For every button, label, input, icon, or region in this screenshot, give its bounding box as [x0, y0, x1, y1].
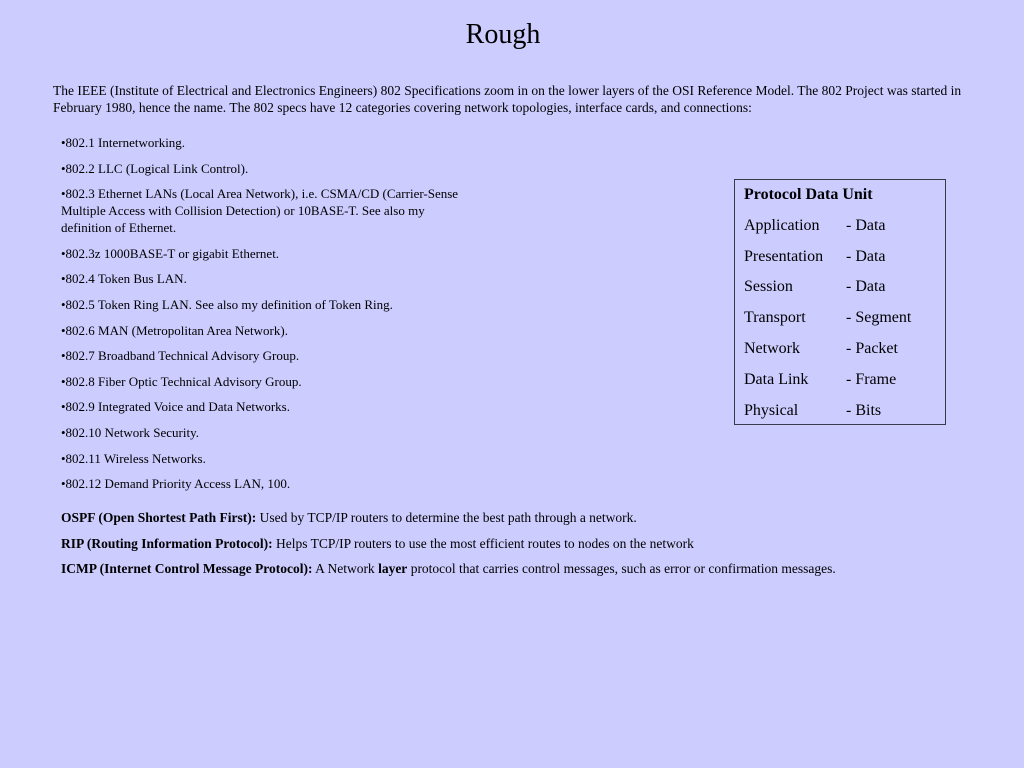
spec-item-802-8: •802.8 Fiber Optic Technical Advisory Group. — [61, 373, 302, 389]
ospf-description: Used by TCP/IP routers to determine the best path through a network. — [256, 510, 637, 525]
pdu-layer-label: Network — [744, 339, 800, 357]
pdu-unit-label: - Data — [846, 216, 886, 234]
pdu-row-data-link — [744, 370, 945, 390]
protocol-data-unit-box — [734, 179, 946, 425]
rip-term: RIP (Routing Information Protocol): — [61, 535, 273, 551]
spec-item-802-4: •802.4 Token Bus LAN. — [61, 271, 187, 287]
pdu-title: Protocol Data Unit — [744, 186, 873, 203]
pdu-row-presentation — [744, 247, 945, 267]
pdu-unit-label: - Data — [846, 247, 886, 265]
intro-paragraph: The IEEE (Institute of Electrical and Electronics Engineers) 802 Specifications zoom in on the lower layers of the OSI Reference Model. The 802 Project was started in February 1980, hence the name. The 802 specs have 12 categories covering network topologies, interface cards, and connections: — [53, 83, 962, 115]
pdu-row-transport — [744, 308, 945, 328]
ospf-term: OSPF (Open Shortest Path First): — [61, 510, 257, 525]
ospf-definition — [61, 509, 1001, 526]
pdu-layer-label: Data Link — [744, 370, 809, 388]
spec-item-802-3: •802.3 Ethernet LANs (Local Area Network), i.e. CSMA/CD (Carrier-Sense Multiple Access with Collision Detection) or 10BASE-T. See also my definition of Ethernet. — [61, 186, 459, 236]
pdu-unit-label: - Bits — [846, 401, 882, 419]
spec-item-802-11: •802.11 Wireless Networks. — [61, 450, 206, 466]
pdu-unit-label: - Segment — [846, 309, 912, 327]
pdu-layer-label: Physical — [744, 401, 799, 419]
icmp-description-start: A Network — [312, 561, 379, 577]
pdu-row-network — [744, 339, 945, 359]
spec-item-802-7: •802.7 Broadband Technical Advisory Group. — [61, 348, 300, 364]
pdu-row-session — [744, 277, 945, 297]
rip-description: Helps TCP/IP routers to use the most efficient routes to nodes on the network — [272, 535, 694, 551]
icmp-definition — [61, 560, 1001, 577]
pdu-layer-label: Session — [744, 278, 793, 296]
spec-item-802-9: •802.9 Integrated Voice and Data Networks. — [61, 399, 290, 415]
pdu-unit-label: - Data — [846, 278, 886, 296]
icmp-term: ICMP (Internet Control Message Protocol): — [61, 561, 313, 577]
icmp-description-end: protocol that carries control messages, such as error or confirmation messages. — [407, 561, 836, 577]
icmp-layer-word: layer — [378, 561, 408, 577]
spec-item-802-5: •802.5 Token Ring LAN. See also my definition of Token Ring. — [61, 296, 393, 312]
spec-item-802-6: •802.6 MAN (Metropolitan Area Network). — [61, 322, 288, 338]
pdu-unit-label: - Packet — [846, 339, 898, 357]
pdu-row-application — [744, 216, 945, 236]
page-title: Rough — [465, 19, 541, 50]
spec-item-802-2: •802.2 LLC (Logical Link Control). — [61, 160, 249, 176]
ieee-802-spec-list — [61, 134, 471, 501]
pdu-unit-label: - Frame — [846, 370, 897, 388]
spec-item-802-12: •802.12 Demand Priority Access LAN, 100. — [61, 476, 291, 492]
pdu-layer-label: Presentation — [744, 247, 824, 265]
spec-item-802-10: •802.10 Network Security. — [61, 424, 200, 440]
spec-item-802-1: •802.1 Internetworking. — [61, 135, 186, 150]
pdu-layer-label: Application — [744, 216, 820, 234]
rip-definition — [61, 535, 1001, 552]
pdu-layer-label: Transport — [744, 309, 806, 327]
spec-item-802-3z: •802.3z 1000BASE-T or gigabit Ethernet. — [61, 245, 280, 261]
routing-protocols-section — [61, 509, 1001, 586]
pdu-row-physical — [744, 401, 945, 421]
